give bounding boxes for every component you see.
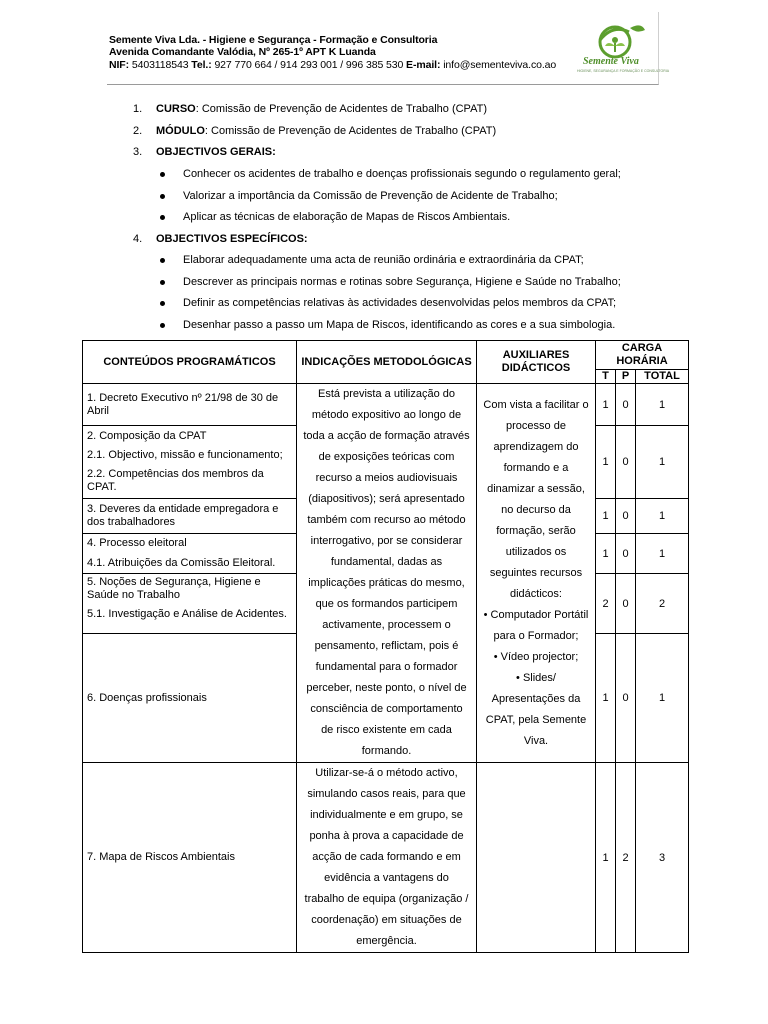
- bullet-icon: [160, 215, 165, 220]
- list-item: • Vídeo projector;: [493, 650, 579, 663]
- list-item: • Slides/ Apresentações da CPAT, pela Semente Viva.: [485, 671, 587, 747]
- modulo-label: MÓDULO: [156, 125, 205, 137]
- bullet-icon: [160, 258, 165, 263]
- header-indicacoes: INDICAÇÕES METODOLÓGICAS: [297, 341, 477, 384]
- letterhead: [107, 12, 670, 85]
- table-row: 1. Decreto Executivo nº 21/98 de 30 de Abril Está prevista a utilização do método expositivo ao longo de toda a acção de formação através de exposições teóricas com recurso a meios audiovisuais (diapositivos); será apresentado também com recurso ao método interrogativo, por se considerar fundamental, dadas as implicações práticas do mesmo, que os formandos participem activamente, processem o pensamento, reflictam, pois é fundamental para o formador perceber, neste ponto, o nível de consciência de comportamento de risco existente em cada formando. Com vista a facilitar o processo de aprendizagem do formando e a dinamizar a sessão, no decurso da formação, serão utilizados os seguintes recursos didácticos: • Computador Portátil para o Formador; • Vídeo projector; • Slides/ Apresentações da CPAT, pela Semente Viva. 1 0 1: [83, 384, 689, 426]
- header-p: P: [616, 370, 636, 384]
- logo-wordmark: Semente Viva: [583, 56, 639, 67]
- conteudo-cell: 4. Processo eleitoral 4.1. Atribuições da Comissão Eleitoral.: [83, 534, 297, 574]
- conteudo-cell: 5. Noções de Segurança, Higiene e Saúde no Trabalho 5.1. Investigação e Análise de Acidentes.: [83, 574, 297, 634]
- header-carga-horaria: CARGA HORÁRIA: [596, 341, 689, 370]
- email-label: E-mail:: [406, 59, 441, 71]
- company-name: Semente Viva Lda. - Higiene e Segurança - Formação e Consultoria: [109, 34, 438, 46]
- email-value: info@sementeviva.co.ao: [443, 59, 557, 71]
- bullet-icon: [160, 194, 165, 199]
- curso-text: : Comissão de Prevenção de Acidentes de Trabalho (CPAT): [195, 103, 487, 115]
- bullet-icon: [160, 301, 165, 306]
- table-row: 2. Composição da CPAT 2.1. Objectivo, missão e funcionamento; 2.2. Competências dos membros da CPAT. 1 0 1: [83, 426, 689, 499]
- table-row: 4. Processo eleitoral 4.1. Atribuições da Comissão Eleitoral. 1 0 1: [83, 534, 689, 574]
- auxiliares-cell-empty: [477, 763, 596, 953]
- conteudo-cell: 7. Mapa de Riscos Ambientais: [83, 763, 297, 953]
- auxiliares-cell: Com vista a facilitar o processo de aprendizagem do formando e a dinamizar a sessão, no decurso da formação, serão utilizados os seguintes recursos didácticos: • Computador Portátil para o Formador; • Vídeo projector; • Slides/ Apresentações da CPAT, pela Semente Viva.: [477, 384, 596, 763]
- metodologia-cell: Utilizar-se-á o método activo, simulando casos reais, para que individualmente e em grupo, se ponha à prova a capacidade de acção de cada formando e em evidência a vantagens do trabalho de equipa (organização / coordenação) em situações de emergência.: [297, 763, 477, 953]
- header-conteudos: CONTEÚDOS PROGRAMÁTICOS: [83, 341, 297, 384]
- header-t: T: [596, 370, 616, 384]
- list-item: • Computador Portátil para o Formador;: [483, 608, 589, 642]
- tel-label: Tel.:: [191, 59, 212, 71]
- bullet-icon: [160, 323, 165, 328]
- nif-value: 5403118543: [131, 59, 189, 71]
- modulo-text: : Comissão de Prevenção de Acidentes de Trabalho (CPAT): [204, 125, 497, 137]
- conteudo-cell: 1. Decreto Executivo nº 21/98 de 30 de Abril: [83, 384, 297, 426]
- company-address: Avenida Comandante Valódia, Nº 265-1º APT K Luanda: [109, 46, 376, 58]
- header-auxiliares: AUXILIARES DIDÁCTICOS: [477, 341, 596, 384]
- logo-tagline: HIGIENE, SEGURANÇA E FORMAÇÃO E CONSULTORIA: [577, 69, 670, 73]
- conteudo-cell: 3. Deveres da entidade empregadora e dos trabalhadores: [83, 499, 297, 534]
- table-row: 5. Noções de Segurança, Higiene e Saúde no Trabalho 5.1. Investigação e Análise de Acidentes. 2 0 2: [83, 574, 689, 634]
- bullet-icon: [160, 172, 165, 177]
- nif-label: NIF:: [109, 59, 130, 71]
- header-total: TOTAL: [636, 370, 689, 384]
- metodologia-cell: Está prevista a utilização do método expositivo ao longo de toda a acção de formação através de exposições teóricas com recurso a meios audiovisuais (diapositivos); será apresentado também com recurso ao método interrogativo, por se considerar fundamental, dadas as implicações práticas do mesmo, que os formandos participem activamente, processem o pensamento, reflictam, pois é fundamental para o formador perceber, neste ponto, o nível de consciência de comportamento de risco existente em cada formando.: [297, 384, 477, 763]
- objectivos-especificos-heading: OBJECTIVOS ESPECÍFICOS:: [156, 233, 308, 245]
- table-row: 7. Mapa de Riscos Ambientais Utilizar-se-á o método activo, simulando casos reais, para que individualmente e em grupo, se ponha à prova a capacidade de acção de cada formando e em evidência a vantagens do trabalho de equipa (organização / coordenação) em situações de emergência. 1 2 3: [83, 763, 689, 953]
- objectivos-gerais-heading: OBJECTIVOS GERAIS:: [156, 146, 276, 158]
- tel-value: 927 770 664 / 914 293 001 / 996 385 530: [214, 59, 404, 71]
- conteudo-cell: 6. Doenças profissionais: [83, 634, 297, 763]
- programme-table: [82, 340, 689, 953]
- table-row: 6. Doenças profissionais 1 0 1: [83, 634, 689, 763]
- company-contacts: [109, 59, 556, 71]
- conteudo-cell: 2. Composição da CPAT 2.1. Objectivo, missão e funcionamento; 2.2. Competências dos membros da CPAT.: [83, 426, 297, 499]
- bullet-icon: [160, 280, 165, 285]
- table-row: 3. Deveres da entidade empregadora e dos trabalhadores 1 0 1: [83, 499, 689, 534]
- curso-label: CURSO: [156, 103, 196, 115]
